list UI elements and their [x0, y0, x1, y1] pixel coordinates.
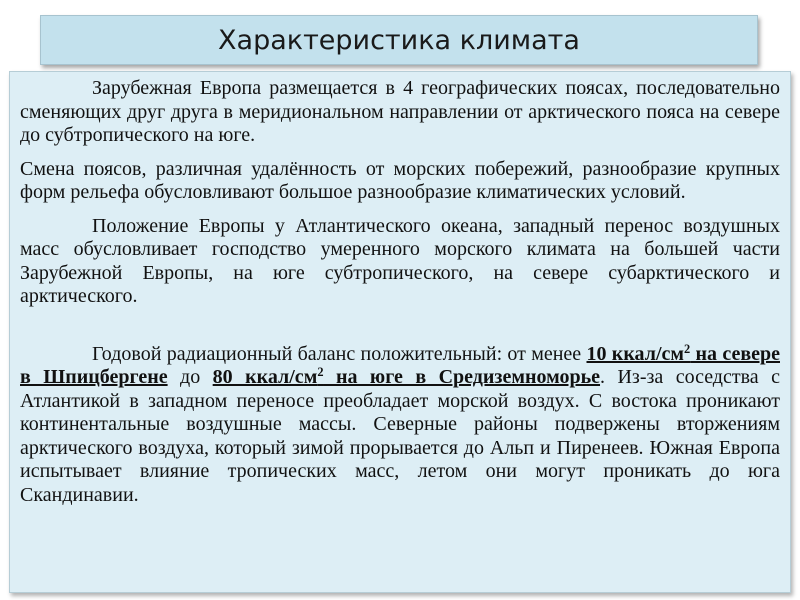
paragraph-climate-diversity: Смена поясов, различная удалённость от морских побережий, разнообразие крупных форм рельефа обусловливают большое разнообразие климатических условий.	[20, 157, 780, 203]
radiation-text-3: . Из-за соседства с Атлантикой в западном переносе преобладает морской воздух. С востока проникают континентальные воздушные массы. Северные районы подвержены вторжениям арктического воздуха, который зимой прорывается до Альп и Пиренеев. Южная Европа испытывает влияние тропических масс, летом они могут проникать до юга Скандинавии.	[20, 366, 780, 506]
south-value-superscript: 2	[317, 365, 324, 380]
north-value-superscript: 2	[684, 341, 691, 356]
title-banner	[40, 15, 758, 65]
north-location: на севере в Шпицбергене	[20, 342, 780, 388]
south-value-highlight	[213, 366, 600, 388]
north-value: 10 ккал/см	[586, 342, 684, 365]
paragraph-geographic-belts: Зарубежная Европа размещается в 4 географических поясах, последовательно сменяющих друг друга в меридиональном направлении от арктического пояса на севере до субтропического на юге.	[20, 77, 780, 146]
south-location: на юге в Средиземноморье	[323, 366, 601, 388]
paragraph-spacer	[20, 319, 780, 343]
radiation-text-2: до	[167, 366, 213, 388]
paragraph-atlantic-influence: Положение Европы у Атлантического океана, западный перенос воздушных масс обусловливает господство умеренного морского климата на большей части Зарубежной Европы, на юге субтропического, на севере субарктического и арктического.	[20, 214, 780, 307]
content-panel	[9, 71, 791, 593]
slide-title: Характеристика климата	[218, 24, 580, 56]
paragraph-radiation-balance	[20, 343, 780, 508]
south-value: 80 ккал/см	[212, 366, 318, 388]
radiation-text-1: Годовой радиационный баланс положительный: от менее	[92, 342, 587, 365]
